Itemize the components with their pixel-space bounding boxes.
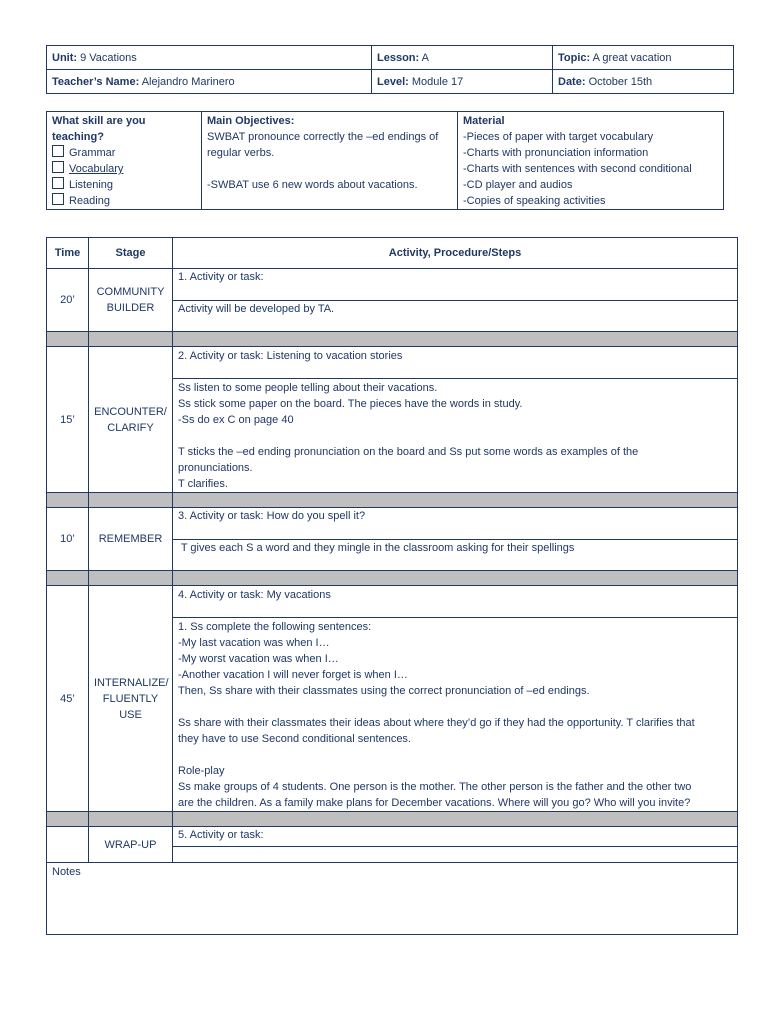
col-activity-header: Activity, Procedure/Steps (173, 238, 738, 269)
stage5-task: 5. Activity or task: (173, 827, 738, 847)
procedure-line: pronunciations. (178, 462, 253, 474)
material-item: -Copies of speaking activities (463, 195, 606, 207)
stage5-time (47, 827, 89, 863)
stage4-body (173, 618, 738, 812)
stage4-task: 4. Activity or task: My vacations (173, 586, 738, 618)
procedure-line: T clarifies. (178, 478, 228, 490)
vocabulary-checkbox[interactable] (52, 161, 64, 173)
lesson-value: A (421, 51, 429, 64)
procedure-line: are the children. As a family make plans for December vacations. Where will you go? Who will you invite? (178, 797, 691, 809)
procedure-line: -My last vacation was when I… (178, 637, 330, 649)
stage3-name: REMEMBER (89, 508, 173, 571)
objective-line: regular verbs. (207, 147, 275, 159)
skill-label: Grammar (69, 147, 116, 159)
topic-value: A great vacation (592, 51, 672, 64)
separator-row (47, 332, 738, 347)
stage1-time: 20’ (47, 269, 89, 332)
notes-label: Notes (52, 866, 81, 878)
skills-title-2: teaching? (52, 131, 104, 143)
objective-line: SWBAT pronounce correctly the –ed endings of (207, 131, 439, 143)
skills-title: What skill are you (52, 115, 146, 127)
material-title: Material (463, 115, 505, 127)
stage1-body: Activity will be developed by TA. (173, 301, 738, 332)
reading-checkbox[interactable] (52, 193, 64, 205)
separator-row (47, 571, 738, 586)
procedure-line: T sticks the –ed ending pronunciation on the board and Ss put some words as examples of the (178, 446, 639, 458)
material-item: -Charts with sentences with second conditional (463, 163, 692, 175)
stage-name-line: CLARIFY (107, 421, 154, 434)
unit-cell (47, 46, 372, 70)
stage-name-line: FLUENTLY (102, 692, 159, 705)
objective-line: -SWBAT use 6 new words about vacations. (207, 179, 418, 191)
overview-table (46, 111, 724, 210)
notes-cell[interactable] (47, 863, 738, 935)
procedure-line: Ss make groups of 4 students. One person is the mother. The other person is the father and the other two (178, 781, 692, 793)
procedure-line: 1. Ss complete the following sentences: (178, 621, 372, 633)
teacher-label: Teacher’s Name: (52, 75, 140, 88)
stage-name-line: ENCOUNTER/ (94, 405, 167, 418)
lesson-label: Lesson: (377, 51, 420, 64)
procedure-line: they have to use Second conditional sentences. (178, 733, 411, 745)
skill-grammar[interactable] (52, 145, 196, 161)
stage5-body (173, 847, 738, 863)
stage3-task: 3. Activity or task: How do you spell it? (173, 508, 738, 540)
skill-label: Listening (69, 179, 114, 191)
plan-table (46, 237, 738, 935)
material-item: -CD player and audios (463, 179, 573, 191)
listening-checkbox[interactable] (52, 177, 64, 189)
teacher-value: Alejandro Marinero (141, 75, 235, 88)
unit-value: 9 Vacations (80, 51, 137, 64)
level-cell (372, 70, 553, 94)
objectives-cell (202, 112, 458, 210)
lesson-cell (372, 46, 553, 70)
procedure-line: -Another vacation I will never forget is when I… (178, 669, 408, 681)
stage2-name (89, 347, 173, 493)
skills-cell (47, 112, 202, 210)
grammar-checkbox[interactable] (52, 145, 64, 157)
col-time-header: Time (47, 238, 89, 269)
skill-listening[interactable] (52, 177, 196, 193)
separator-row (47, 493, 738, 508)
procedure-line: -My worst vacation was when I… (178, 653, 339, 665)
stage-name-line: BUILDER (106, 302, 155, 314)
stage2-task: 2. Activity or task: Listening to vacation stories (173, 347, 738, 379)
stage-name-line: USE (119, 708, 142, 721)
date-value: October 15th (588, 75, 653, 88)
stage1-task: 1. Activity or task: (173, 269, 738, 301)
procedure-line: -Ss do ex C on page 40 (178, 414, 294, 426)
skill-label: Reading (69, 195, 110, 207)
stage-name-line: INTERNALIZE/ (94, 676, 169, 689)
stage3-body: T gives each S a word and they mingle in the classroom asking for their spellings (173, 540, 738, 571)
date-cell (553, 70, 734, 94)
stage5-name: WRAP-UP (89, 827, 173, 863)
material-cell (458, 112, 724, 210)
objectives-title: Main Objectives: (207, 115, 295, 127)
stage3-time: 10’ (47, 508, 89, 571)
procedure-line: Ss stick some paper on the board. The pieces have the words in study. (178, 398, 523, 410)
stage-name-line: COMMUNITY (96, 286, 165, 298)
stage2-time: 15’ (47, 347, 89, 493)
stage1-name (89, 269, 173, 332)
topic-cell (553, 46, 734, 70)
col-stage-header: Stage (89, 238, 173, 269)
level-value: Module 17 (411, 75, 464, 88)
procedure-line: Ss listen to some people telling about their vacations. (178, 382, 438, 394)
header-table (46, 45, 734, 94)
material-item: -Pieces of paper with target vocabulary (463, 131, 654, 143)
skill-vocabulary[interactable] (52, 161, 196, 177)
procedure-line: Role-play (178, 765, 225, 777)
teacher-cell (47, 70, 372, 94)
material-item: -Charts with pronunciation information (463, 147, 649, 159)
topic-label: Topic: (558, 51, 591, 64)
procedure-line: Ss share with their classmates their ideas about where they’d go if they had the opportunity. T clarifies that (178, 717, 695, 729)
procedure-line: Then, Ss share with their classmates using the correct pronunciation of –ed endings. (178, 685, 590, 697)
separator-row (47, 812, 738, 827)
level-label: Level: (377, 75, 409, 88)
unit-label: Unit: (52, 51, 78, 64)
stage4-name (89, 586, 173, 812)
date-label: Date: (558, 75, 586, 88)
stage2-body (173, 379, 738, 493)
skill-reading[interactable] (52, 193, 196, 209)
skill-label: Vocabulary (69, 163, 124, 175)
stage4-time: 45’ (47, 586, 89, 812)
